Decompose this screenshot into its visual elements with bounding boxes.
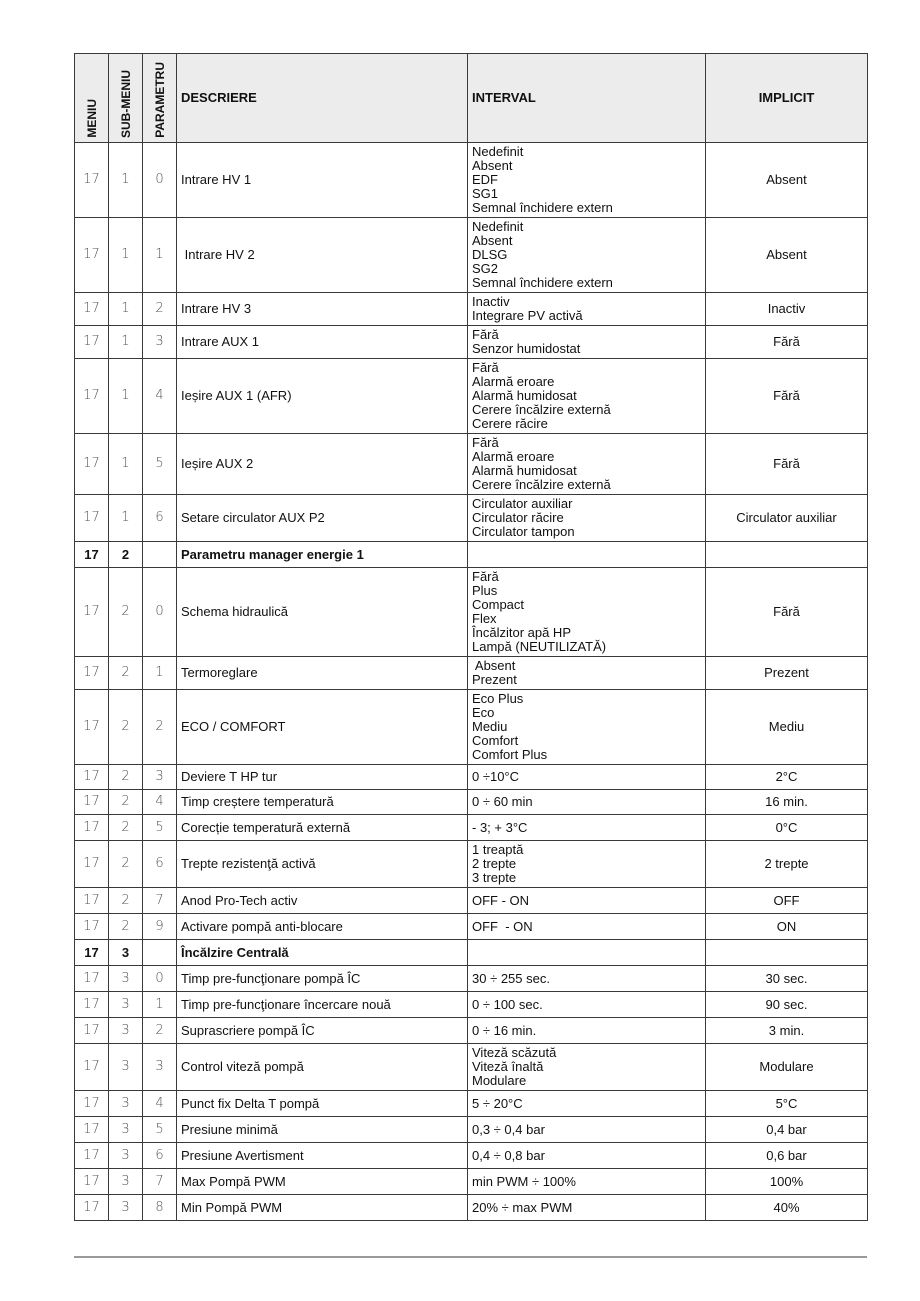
interval-option: Absent: [472, 158, 513, 173]
header-menu: MENIU: [75, 54, 109, 143]
interval-option: Cerere încălzire externă: [472, 477, 611, 492]
submenu-cell: 1: [109, 359, 143, 434]
interval-cell: [468, 690, 706, 765]
menu-cell: 17: [75, 1018, 109, 1044]
submenu-cell: 1: [109, 434, 143, 495]
table-row: [75, 992, 868, 1018]
submenu-cell: 2: [109, 914, 143, 940]
table-row: [75, 790, 868, 815]
default-cell: 16 min.: [706, 790, 868, 815]
menu-cell: 17: [75, 657, 109, 690]
table-row: [75, 690, 868, 765]
menu-cell: 17: [75, 218, 109, 293]
interval-cell: [468, 542, 706, 568]
header-parameter: PARAMETRU: [143, 54, 177, 143]
menu-cell: 17: [75, 815, 109, 841]
interval-option: Fără: [472, 360, 499, 375]
description-cell: Corecție temperatură externă: [177, 815, 468, 841]
interval-option: Alarmă eroare: [472, 374, 555, 389]
menu-cell: 17: [75, 293, 109, 326]
parameter-cell: 0: [143, 143, 177, 218]
interval-option: Cerere răcire: [472, 416, 548, 431]
submenu-cell: 3: [109, 1195, 143, 1221]
section-row: [75, 542, 868, 568]
default-cell: 0°C: [706, 815, 868, 841]
description-cell: Încălzire Centrală: [177, 940, 468, 966]
menu-cell: 17: [75, 992, 109, 1018]
submenu-cell: 2: [109, 815, 143, 841]
parameter-cell: 1: [143, 657, 177, 690]
interval-option: Fără: [472, 327, 499, 342]
menu-cell: 17: [75, 568, 109, 657]
interval-option: Circulator tampon: [472, 524, 575, 539]
interval-cell: [468, 495, 706, 542]
parameter-cell: 4: [143, 359, 177, 434]
interval-option: 0 ÷ 60 min: [472, 794, 533, 809]
table-row: [75, 765, 868, 790]
description-cell: Presiune Avertisment: [177, 1143, 468, 1169]
interval-option: Fără: [472, 569, 499, 584]
table-header: [75, 54, 868, 143]
menu-cell: 17: [75, 434, 109, 495]
default-cell: Absent: [706, 143, 868, 218]
description-cell: Intrare HV 2: [177, 218, 468, 293]
header-submenu: SUB-MENIU: [109, 54, 143, 143]
description-cell: Control viteză pompă: [177, 1044, 468, 1091]
interval-option: 0 ÷ 100 sec.: [472, 996, 543, 1012]
interval-option: 20% ÷ max PWM: [472, 1199, 573, 1215]
interval-option: Plus: [472, 583, 498, 598]
interval-cell: [468, 765, 706, 790]
description-cell: Anod Pro-Tech activ: [177, 888, 468, 914]
table-row: [75, 815, 868, 841]
interval-option: Compact: [472, 597, 525, 612]
default-cell: Circulator auxiliar: [706, 495, 868, 542]
submenu-cell: 2: [109, 542, 143, 568]
submenu-cell: 3: [109, 1018, 143, 1044]
table-row: [75, 1091, 868, 1117]
interval-cell: [468, 815, 706, 841]
menu-cell: 17: [75, 1117, 109, 1143]
submenu-cell: 3: [109, 966, 143, 992]
interval-cell: [468, 143, 706, 218]
default-cell: 40%: [706, 1195, 868, 1221]
interval-option: Comfort Plus: [472, 747, 548, 762]
interval-option: Absent: [472, 658, 516, 673]
parameter-table: [74, 53, 868, 1221]
submenu-cell: 3: [109, 940, 143, 966]
interval-option: 0 ÷10°C: [472, 769, 520, 784]
interval-cell: [468, 940, 706, 966]
default-cell: ON: [706, 914, 868, 940]
table-body: [75, 143, 868, 1221]
description-cell: Timp pre-funcţionare pompă ÎC: [177, 966, 468, 992]
table-row: [75, 143, 868, 218]
submenu-cell: 3: [109, 1169, 143, 1195]
submenu-cell: 1: [109, 143, 143, 218]
footer-divider: [74, 1256, 867, 1258]
table-row: [75, 434, 868, 495]
submenu-cell: 2: [109, 888, 143, 914]
interval-cell: [468, 434, 706, 495]
parameter-cell: 2: [143, 293, 177, 326]
submenu-cell: 2: [109, 657, 143, 690]
header-description: DESCRIERE: [177, 54, 468, 143]
default-cell: Fără: [706, 326, 868, 359]
default-cell: [706, 542, 868, 568]
submenu-cell: 3: [109, 992, 143, 1018]
submenu-cell: 2: [109, 568, 143, 657]
interval-option: Inactiv: [472, 294, 510, 309]
menu-cell: 17: [75, 765, 109, 790]
default-cell: 30 sec.: [706, 966, 868, 992]
table-row: [75, 1195, 868, 1221]
interval-option: Încălzitor apă HP: [472, 625, 571, 640]
interval-option: Semnal închidere extern: [472, 275, 613, 290]
interval-option: Eco Plus: [472, 691, 524, 706]
parameter-cell: 6: [143, 841, 177, 888]
interval-option: Lampă (NEUTILIZATĂ): [472, 639, 607, 654]
interval-option: Viteză înaltă: [472, 1059, 544, 1074]
table-row: [75, 326, 868, 359]
interval-option: Absent: [472, 233, 513, 248]
default-cell: Fără: [706, 568, 868, 657]
parameter-cell: [143, 542, 177, 568]
interval-option: Modulare: [472, 1073, 527, 1088]
parameter-cell: 1: [143, 218, 177, 293]
menu-cell: 17: [75, 143, 109, 218]
table-row: [75, 495, 868, 542]
interval-option: DLSG: [472, 247, 508, 262]
interval-option: Mediu: [472, 719, 508, 734]
interval-option: 2 trepte: [472, 856, 517, 871]
interval-option: 5 ÷ 20°C: [472, 1095, 523, 1111]
description-cell: Termoreglare: [177, 657, 468, 690]
table-row: [75, 841, 868, 888]
interval-option: 1 treaptă: [472, 842, 524, 857]
interval-option: Fără: [472, 435, 499, 450]
parameter-cell: 7: [143, 888, 177, 914]
interval-option: 3 trepte: [472, 870, 517, 885]
interval-option: - 3; + 3°C: [472, 819, 528, 835]
parameter-cell: 7: [143, 1169, 177, 1195]
menu-cell: 17: [75, 790, 109, 815]
interval-option: 0,4 ÷ 0,8 bar: [472, 1147, 545, 1163]
interval-option: min PWM ÷ 100%: [472, 1173, 576, 1189]
table-row: [75, 218, 868, 293]
table-row: [75, 914, 868, 940]
interval-option: OFF - ON: [472, 918, 533, 934]
interval-cell: [468, 218, 706, 293]
description-cell: Ieșire AUX 1 (AFR): [177, 359, 468, 434]
interval-option: OFF - ON: [472, 892, 530, 908]
menu-cell: 17: [75, 1091, 109, 1117]
parameter-cell: 3: [143, 326, 177, 359]
default-cell: 100%: [706, 1169, 868, 1195]
parameter-cell: [143, 940, 177, 966]
interval-option: 0 ÷ 16 min.: [472, 1022, 537, 1038]
parameter-cell: 2: [143, 1018, 177, 1044]
interval-cell: [468, 657, 706, 690]
table-row: [75, 888, 868, 914]
parameter-cell: 2: [143, 690, 177, 765]
interval-option: Semnal închidere extern: [472, 200, 613, 215]
submenu-cell: 2: [109, 841, 143, 888]
interval-cell: [468, 790, 706, 815]
table-row: [75, 1143, 868, 1169]
default-cell: Mediu: [706, 690, 868, 765]
parameter-cell: 1: [143, 992, 177, 1018]
submenu-cell: 2: [109, 790, 143, 815]
interval-option: EDF: [472, 172, 498, 187]
menu-cell: 17: [75, 914, 109, 940]
table-row: [75, 1018, 868, 1044]
parameter-cell: 4: [143, 1091, 177, 1117]
interval-cell: [468, 293, 706, 326]
menu-cell: 17: [75, 888, 109, 914]
header-default: IMPLICIT: [706, 54, 868, 143]
table-row: [75, 568, 868, 657]
interval-option: Nedefinit: [472, 219, 524, 234]
table-row: [75, 1169, 868, 1195]
interval-cell: [468, 966, 706, 992]
submenu-cell: 3: [109, 1044, 143, 1091]
interval-cell: [468, 888, 706, 914]
description-cell: Schema hidraulică: [177, 568, 468, 657]
interval-option: Cerere încălzire externă: [472, 402, 611, 417]
description-cell: Intrare HV 1: [177, 143, 468, 218]
interval-option: Flex: [472, 611, 497, 626]
interval-option: Prezent: [472, 672, 517, 687]
parameter-cell: 0: [143, 966, 177, 992]
menu-cell: 17: [75, 326, 109, 359]
description-cell: Timp pre-funcţionare încercare nouă: [177, 992, 468, 1018]
interval-option: Eco: [472, 705, 495, 720]
parameter-cell: 5: [143, 1117, 177, 1143]
interval-cell: [468, 1044, 706, 1091]
default-cell: 2°C: [706, 765, 868, 790]
description-cell: ECO / COMFORT: [177, 690, 468, 765]
interval-option: SG1: [472, 186, 499, 201]
interval-cell: [468, 1117, 706, 1143]
interval-cell: [468, 1018, 706, 1044]
parameter-cell: 5: [143, 434, 177, 495]
menu-cell: 17: [75, 542, 109, 568]
interval-option: Senzor humidostat: [472, 341, 581, 356]
default-cell: Fără: [706, 434, 868, 495]
default-cell: [706, 940, 868, 966]
menu-cell: 17: [75, 1195, 109, 1221]
description-cell: Parametru manager energie 1: [177, 542, 468, 568]
default-cell: Inactiv: [706, 293, 868, 326]
interval-option: Nedefinit: [472, 144, 524, 159]
menu-cell: 17: [75, 1143, 109, 1169]
table-row: [75, 293, 868, 326]
interval-cell: [468, 568, 706, 657]
interval-option: 0,3 ÷ 0,4 bar: [472, 1121, 545, 1137]
interval-option: Circulator răcire: [472, 510, 564, 525]
default-cell: OFF: [706, 888, 868, 914]
default-cell: 2 trepte: [706, 841, 868, 888]
interval-option: Alarmă humidosat: [472, 463, 577, 478]
parameter-cell: 6: [143, 1143, 177, 1169]
parameter-cell: 8: [143, 1195, 177, 1221]
parameter-cell: 0: [143, 568, 177, 657]
description-cell: Timp creștere temperatură: [177, 790, 468, 815]
description-cell: Max Pompă PWM: [177, 1169, 468, 1195]
menu-cell: 17: [75, 495, 109, 542]
description-cell: Deviere T HP tur: [177, 765, 468, 790]
parameter-cell: 3: [143, 765, 177, 790]
interval-cell: [468, 1143, 706, 1169]
parameter-cell: 5: [143, 815, 177, 841]
submenu-cell: 3: [109, 1117, 143, 1143]
header-interval: INTERVAL: [468, 54, 706, 143]
description-cell: Ieșire AUX 2: [177, 434, 468, 495]
parameter-cell: 3: [143, 1044, 177, 1091]
parameter-cell: 4: [143, 790, 177, 815]
submenu-cell: 1: [109, 495, 143, 542]
description-cell: Presiune minimă: [177, 1117, 468, 1143]
default-cell: 3 min.: [706, 1018, 868, 1044]
description-cell: Trepte rezistenţă activă: [177, 841, 468, 888]
table-row: [75, 359, 868, 434]
submenu-cell: 2: [109, 765, 143, 790]
section-row: [75, 940, 868, 966]
parameter-cell: 9: [143, 914, 177, 940]
menu-cell: 17: [75, 940, 109, 966]
description-cell: Activare pompă anti-blocare: [177, 914, 468, 940]
menu-cell: 17: [75, 966, 109, 992]
submenu-cell: 1: [109, 293, 143, 326]
interval-option: Alarmă eroare: [472, 449, 555, 464]
interval-cell: [468, 992, 706, 1018]
interval-option: 30 ÷ 255 sec.: [472, 970, 550, 986]
description-cell: Intrare AUX 1: [177, 326, 468, 359]
description-cell: Punct fix Delta T pompă: [177, 1091, 468, 1117]
menu-cell: 17: [75, 690, 109, 765]
default-cell: 0,6 bar: [706, 1143, 868, 1169]
default-cell: 5°C: [706, 1091, 868, 1117]
description-cell: Min Pompă PWM: [177, 1195, 468, 1221]
menu-cell: 17: [75, 841, 109, 888]
menu-cell: 17: [75, 1169, 109, 1195]
interval-cell: [468, 841, 706, 888]
default-cell: Modulare: [706, 1044, 868, 1091]
table-row: [75, 657, 868, 690]
interval-cell: [468, 1091, 706, 1117]
default-cell: Prezent: [706, 657, 868, 690]
menu-cell: 17: [75, 1044, 109, 1091]
submenu-cell: 2: [109, 690, 143, 765]
interval-option: Integrare PV activă: [472, 308, 583, 323]
table-row: [75, 966, 868, 992]
default-cell: Absent: [706, 218, 868, 293]
description-cell: Intrare HV 3: [177, 293, 468, 326]
interval-cell: [468, 1169, 706, 1195]
interval-cell: [468, 1195, 706, 1221]
interval-option: Comfort: [472, 733, 519, 748]
default-cell: 90 sec.: [706, 992, 868, 1018]
interval-cell: [468, 914, 706, 940]
submenu-cell: 1: [109, 218, 143, 293]
interval-cell: [468, 359, 706, 434]
parameter-cell: 6: [143, 495, 177, 542]
submenu-cell: 1: [109, 326, 143, 359]
submenu-cell: 3: [109, 1143, 143, 1169]
menu-cell: 17: [75, 359, 109, 434]
submenu-cell: 3: [109, 1091, 143, 1117]
description-cell: Setare circulator AUX P2: [177, 495, 468, 542]
interval-option: SG2: [472, 261, 499, 276]
description-cell: Suprascriere pompă ÎC: [177, 1018, 468, 1044]
default-cell: Fără: [706, 359, 868, 434]
table-row: [75, 1044, 868, 1091]
interval-option: Alarmă humidosat: [472, 388, 577, 403]
interval-option: Viteză scăzută: [472, 1045, 557, 1060]
interval-option: Circulator auxiliar: [472, 496, 573, 511]
interval-cell: [468, 326, 706, 359]
table-row: [75, 1117, 868, 1143]
default-cell: 0,4 bar: [706, 1117, 868, 1143]
